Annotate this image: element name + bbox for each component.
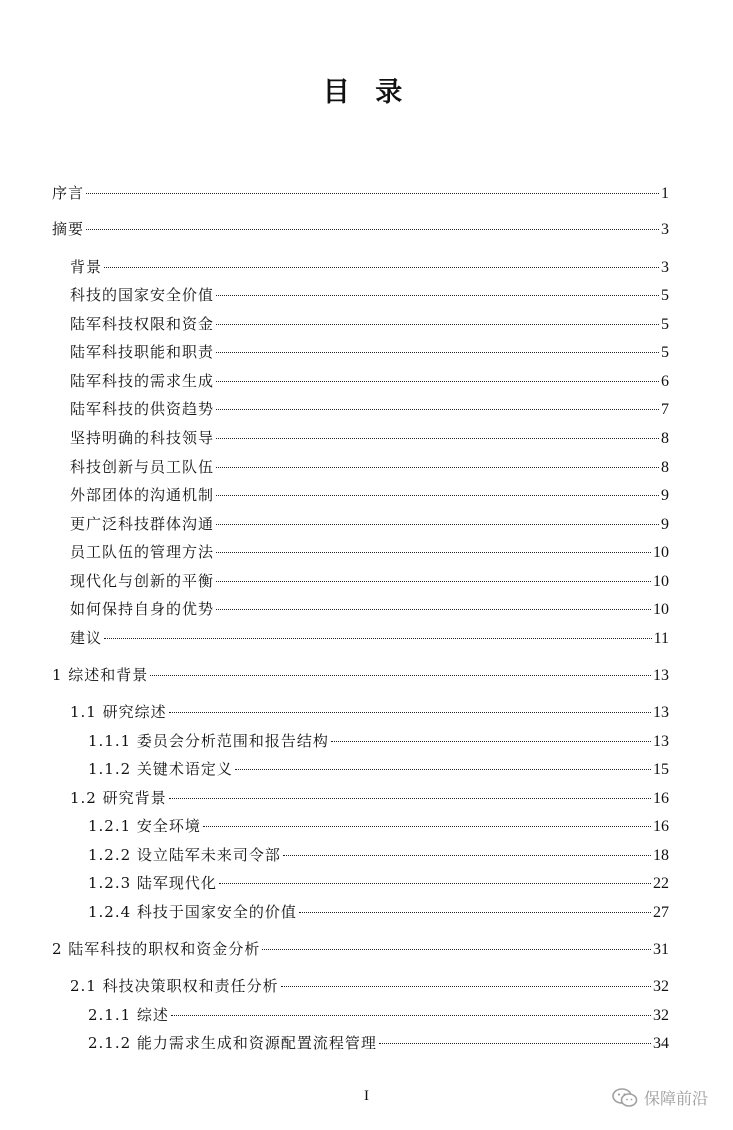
toc-entry[interactable] — [88, 815, 669, 839]
toc-entry[interactable] — [52, 938, 669, 962]
wechat-icon — [612, 1087, 638, 1109]
toc-leader-dots — [216, 438, 659, 439]
toc-entry-label: 1.1.1 委员会分析范围和报告结构 — [88, 732, 329, 750]
toc-leader-dots — [216, 409, 659, 410]
toc-entry-label: 2.1.2 能力需求生成和资源配置流程管理 — [88, 1034, 377, 1052]
toc-entry-page: 13 — [653, 704, 669, 721]
toc-entry[interactable] — [70, 456, 669, 480]
toc-entry-page: 16 — [653, 790, 669, 807]
page-number: I — [364, 1088, 369, 1104]
toc-leader-dots — [216, 381, 659, 382]
toc-leader-dots — [216, 295, 659, 296]
toc-entry[interactable] — [70, 975, 669, 999]
toc-entry-label: 1.1.2 关键术语定义 — [88, 760, 233, 778]
toc-entry-label: 序言 — [52, 184, 85, 202]
toc-entry[interactable] — [70, 627, 669, 651]
toc-leader-dots — [216, 324, 659, 325]
toc-entry-label: 2 陆军科技的职权和资金分析 — [52, 940, 261, 958]
toc-entry-label: 1 综述和背景 — [52, 666, 149, 684]
watermark — [612, 1086, 708, 1109]
toc-entry-label: 2.1.1 综述 — [88, 1006, 169, 1024]
toc-entry-page: 5 — [661, 287, 669, 304]
toc-entry-page: 32 — [653, 978, 669, 995]
toc-entry-label: 外部团体的沟通机制 — [70, 486, 215, 504]
toc-entry[interactable] — [70, 341, 669, 365]
toc-leader-dots — [150, 675, 651, 676]
toc-entry-page: 8 — [661, 459, 669, 476]
toc-entry[interactable] — [88, 730, 669, 754]
toc-entry-page: 8 — [661, 430, 669, 447]
toc-entry-page: 9 — [661, 487, 669, 504]
toc-entry-page: 31 — [653, 941, 669, 958]
toc-leader-dots — [331, 741, 651, 742]
watermark-text: 保障前沿 — [644, 1089, 709, 1108]
toc-leader-dots — [216, 467, 659, 468]
toc-entry[interactable] — [70, 570, 669, 594]
toc-leader-dots — [86, 193, 659, 194]
toc-entry-label: 陆军科技权限和资金 — [70, 315, 215, 333]
toc-entry-page: 15 — [653, 761, 669, 778]
toc-leader-dots — [219, 883, 651, 884]
toc-entry[interactable] — [70, 484, 669, 508]
toc-leader-dots — [283, 855, 651, 856]
toc-entry-label: 陆军科技的需求生成 — [70, 372, 215, 390]
toc-leader-dots — [281, 986, 651, 987]
toc-entry[interactable] — [70, 787, 669, 811]
toc-entry-label: 科技创新与员工队伍 — [70, 458, 215, 476]
toc-entry-label: 现代化与创新的平衡 — [70, 572, 215, 590]
toc-entry[interactable] — [70, 598, 669, 622]
toc-entry-page: 13 — [653, 733, 669, 750]
toc-leader-dots — [216, 495, 659, 496]
toc-entry-page: 9 — [661, 516, 669, 533]
toc-entry-label: 更广泛科技群体沟通 — [70, 515, 215, 533]
toc-entry[interactable] — [88, 872, 669, 896]
toc-entry[interactable] — [88, 1032, 669, 1056]
toc-entry-page: 18 — [653, 847, 669, 864]
toc-entry-label: 摘要 — [52, 220, 85, 238]
toc-entry-page: 1 — [661, 185, 669, 202]
toc-entry[interactable] — [52, 182, 669, 206]
toc-leader-dots — [203, 826, 651, 827]
toc-entry[interactable] — [88, 844, 669, 868]
toc-leader-dots — [216, 552, 651, 553]
toc-entry-page: 10 — [653, 573, 669, 590]
toc-entry[interactable] — [70, 398, 669, 422]
toc-leader-dots — [169, 798, 651, 799]
toc-entry-label: 陆军科技的供资趋势 — [70, 400, 215, 418]
toc-entry-label: 如何保持自身的优势 — [70, 600, 215, 618]
toc-entry-label: 1.2 研究背景 — [70, 789, 167, 807]
toc-leader-dots — [216, 609, 651, 610]
toc-entry-page: 3 — [661, 259, 669, 276]
toc-leader-dots — [262, 949, 651, 950]
page-title: 目 录 — [322, 77, 411, 108]
toc-entry[interactable] — [70, 370, 669, 394]
toc-entry[interactable] — [52, 664, 669, 688]
toc-entry[interactable] — [88, 758, 669, 782]
toc-entry-label: 科技的国家安全价值 — [70, 286, 215, 304]
toc-entry-label: 陆军科技职能和职责 — [70, 343, 215, 361]
toc-leader-dots — [104, 267, 659, 268]
toc-entry-page: 3 — [661, 221, 669, 238]
toc-entry-page: 32 — [653, 1007, 669, 1024]
toc-leader-dots — [216, 352, 659, 353]
toc-leader-dots — [104, 638, 652, 639]
toc-leader-dots — [216, 581, 651, 582]
toc-leader-dots — [216, 524, 659, 525]
toc-entry[interactable] — [70, 284, 669, 308]
toc-entry-page: 13 — [653, 667, 669, 684]
toc-entry-page: 6 — [661, 373, 669, 390]
toc-entry-label: 2.1 科技决策职权和责任分析 — [70, 977, 279, 995]
toc-leader-dots — [169, 712, 651, 713]
toc-entry-label: 坚持明确的科技领导 — [70, 429, 215, 447]
toc-leader-dots — [379, 1043, 651, 1044]
toc-entry-page: 22 — [653, 875, 669, 892]
toc-entry-page: 16 — [653, 818, 669, 835]
toc-entry[interactable] — [88, 1004, 669, 1028]
toc-entry[interactable] — [70, 701, 669, 725]
toc-entry-label: 1.2.3 陆军现代化 — [88, 874, 217, 892]
toc-entry[interactable] — [70, 427, 669, 451]
toc-entry-label: 1.1 研究综述 — [70, 703, 167, 721]
toc-leader-dots — [171, 1015, 651, 1016]
toc-entry-label: 背景 — [70, 258, 103, 276]
toc-entry-label: 1.2.2 设立陆军未来司令部 — [88, 846, 281, 864]
toc-entry[interactable] — [70, 313, 669, 337]
toc-leader-dots — [299, 912, 651, 913]
toc-entry[interactable] — [70, 541, 669, 565]
toc-entry-page: 7 — [661, 401, 669, 418]
toc-entry-page: 27 — [653, 904, 669, 921]
toc-entry-page: 11 — [653, 630, 669, 647]
toc-entry-page: 5 — [661, 344, 669, 361]
toc-entry-label: 建议 — [70, 629, 103, 647]
toc-entry-page: 34 — [653, 1035, 669, 1052]
toc-entry[interactable] — [88, 901, 669, 925]
toc-entry-label: 1.2.1 安全环境 — [88, 817, 201, 835]
toc-entry-page: 10 — [653, 544, 669, 561]
toc-leader-dots — [86, 229, 659, 230]
toc-entry[interactable] — [70, 513, 669, 537]
toc-entry-label: 1.2.4 科技于国家安全的价值 — [88, 903, 297, 921]
toc-entry-page: 10 — [653, 601, 669, 618]
toc-leader-dots — [235, 769, 651, 770]
toc-entry-label: 员工队伍的管理方法 — [70, 543, 215, 561]
toc-entry[interactable] — [52, 218, 669, 242]
toc-entry-page: 5 — [661, 316, 669, 333]
toc-entry[interactable] — [70, 256, 669, 280]
